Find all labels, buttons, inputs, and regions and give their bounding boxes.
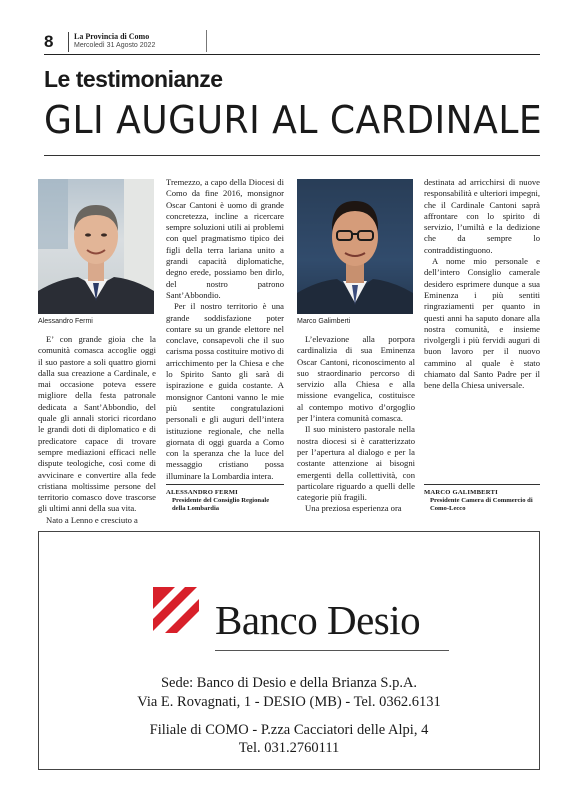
signature-rule: [166, 484, 284, 485]
signature-rule: [424, 484, 540, 485]
headline: GLI AUGURI AL CARDINALE: [44, 98, 543, 142]
ad-address-line: Sede: Banco di Desio e della Brianza S.p.A.: [160, 675, 418, 691]
ad-rule: [215, 650, 449, 651]
portrait-marco-galimberti: [297, 179, 413, 314]
signature-role: Presidente Camera di Commercio di Como-Lecco: [430, 497, 533, 512]
paragraph: L’elevazione alla porpora cardinalizia di sua Eminenza Oscar Cantoni, riconoscimento al suo straordinario percorso di servizio alla Chiesa e alla missione evangelica, costituisce al contempo motivo d’orgoglio per l’intera comunità comasca.: [297, 334, 415, 424]
headline-rule: [44, 155, 540, 156]
ad-address-line: Via E. Rovagnati, 1 - DESIO (MB) - Tel. 0362.6131: [137, 694, 441, 710]
signature-name: MARCO GALIMBERTI: [424, 489, 498, 496]
paragraph: Tremezzo, a capo della Diocesi di Como da fine 2016, monsignor Oscar Cantoni è uomo di grande concretezza, incline a ricercare sempre soluzioni utili ai problemi con quel pragmatismo tipico dei figli della terra lariana unito a grandi capacità diplomatiche, degno erede, possiamo ben dirlo, del nostro patrono Sant’Abbondio.: [166, 177, 284, 300]
page-header: [44, 30, 540, 55]
paragraph: A nome mio personale e dell’intero Consiglio camerale desidero esprimere dunque a sua Eminenza i più sentiti ringraziamenti per quanto in questi anni ha saputo donare alla nostra comunità, e insieme rivolgergli i più fervidi auguri di buon lavoro per il nuovo cammino al quale è stato chiamato dal Santo Padre per il bene della Chiesa universale.: [424, 256, 540, 391]
signature-role: Presidente del Consiglio Regionale della Lombardia: [172, 497, 270, 512]
article-column-4: [424, 177, 540, 392]
signature-name: ALESSANDRO FERMI: [166, 489, 238, 496]
ad-brand-name: Banco Desio: [215, 597, 421, 643]
article-column-1: [38, 334, 156, 526]
banco-desio-advertisement: [38, 531, 540, 770]
ad-phone-line: Tel. 031.2760111: [238, 740, 340, 756]
article-column-2: [166, 177, 284, 482]
article-column-3: [297, 334, 415, 515]
banco-desio-logo-icon: [153, 587, 199, 633]
issue-date: Mercoledì 31 Agosto 2022: [74, 42, 156, 49]
portrait-alessandro-fermi: [38, 179, 154, 314]
section-label: Le testimonianze: [44, 66, 223, 92]
header-box: [206, 30, 540, 52]
paragraph: Una preziosa esperienza ora: [305, 503, 402, 514]
header-divider: [68, 32, 69, 52]
paragraph: destinata ad arricchirsi di nuove responsabilità e ulteriori impegni, che il Cardinale Cantoni saprà affrontare con lo spirito di servizio, l’umiltà e la dedizione che da sempre lo contraddistinguono.: [424, 177, 540, 255]
photo-caption: Alessandro Fermi: [38, 318, 93, 325]
paragraph: Nato a Lenno e cresciuto a: [46, 514, 138, 525]
paragraph: E’ con grande gioia che la comunità comasca accoglie oggi il suo pastore a soli quattro giorni dalla sua creazione a Cardinale, e mai occasione poteva essere migliore della festa patronale dedicata a Sant’Abbondio, del quale gli annali storici ricordano le grandi doti di diplomatico e di predicatore capace di trovare sempre mediazioni efficaci nelle dispute teologiche, così come di avvicinare e convertire alla fede cristiana moltissime persone del territorio comasco dove trascorse gli ultimi anni della sua vita.: [38, 334, 156, 514]
ad-branch-line: Filiale di COMO - P.zza Cacciatori delle Alpi, 4: [149, 722, 429, 738]
paragraph: Il suo ministero pastorale nella nostra diocesi si è caratterizzato per l’apertura al dialogo e per la costante attenzione ai bisogni emergenti della collettività, con particolare riguardo a quelli delle categorie più fragili.: [297, 424, 415, 503]
masthead: La Provincia di Como: [74, 32, 150, 41]
photo-caption: Marco Galimberti: [297, 318, 351, 325]
page-number: 8: [44, 32, 54, 51]
paragraph: Per il nostro territorio è una grande soddisfazione poter contare su un grande elettore nel conclave, consapevoli che il suo carisma possa costituire motivo di arricchimento per la Chiesa e che lo Spirito Santo gli sarà di ispirazione e guida costante. A monsignor Cantoni vanno le mie più sentite congratulazioni personali e gli auguri dell’intera istituzione regionale, che nella giornata di oggi guarda a Como con la speranza che la luce del messaggio cristiano possa illuminare la Lombardia intera.: [166, 301, 284, 481]
